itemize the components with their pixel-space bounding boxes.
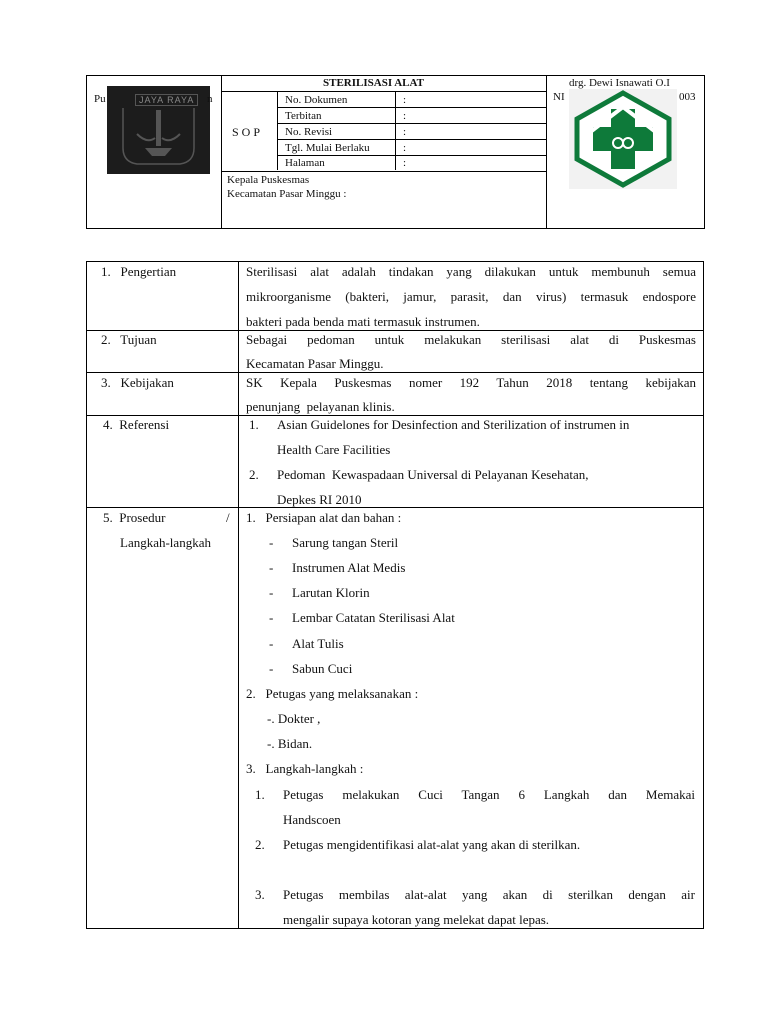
left-top-text-tail: n bbox=[207, 93, 213, 105]
bullet-dash: - bbox=[269, 560, 274, 575]
step-line: Petugas mengidentifikasi alat-alat yang akan di sterilkan. bbox=[283, 837, 581, 852]
section-label-kebijakan: 3. Kebijakan bbox=[101, 375, 174, 390]
kebijakan-line: penunjang pelayanan klinis. bbox=[246, 399, 395, 414]
sop-body-table bbox=[86, 261, 704, 929]
material-item: Sabun Cuci bbox=[292, 661, 353, 676]
step-title: 3. Langkah-langkah : bbox=[246, 761, 364, 776]
bullet-dash: - bbox=[269, 661, 274, 676]
meta-value: : bbox=[403, 110, 407, 122]
officer-item: -. Bidan. bbox=[267, 736, 313, 751]
jaya-raya-logo bbox=[107, 86, 210, 174]
step-number: 3. bbox=[255, 887, 265, 902]
divider bbox=[221, 171, 546, 172]
material-item: Alat Tulis bbox=[292, 636, 344, 651]
meta-value: : bbox=[403, 142, 407, 154]
step-number: 1. bbox=[255, 787, 265, 802]
divider bbox=[221, 91, 546, 92]
officer-item: -. Dokter , bbox=[267, 711, 321, 726]
divider bbox=[395, 91, 396, 170]
bullet-dash: - bbox=[269, 585, 274, 600]
meta-label: No. Revisi bbox=[285, 126, 333, 138]
referensi-number: 1. bbox=[249, 417, 259, 432]
head-name: drg. Dewi Isnawati O.I bbox=[569, 77, 670, 89]
puskesmas-logo bbox=[569, 89, 677, 189]
step-line: mengalir supaya kotoran yang melekat dapat lepas. bbox=[283, 912, 550, 927]
material-item: Sarung tangan Steril bbox=[292, 535, 399, 550]
tujuan-line: Sebagai pedoman untuk melakukan sterilisasi alat di Puskesmas bbox=[246, 332, 696, 347]
logo-text: JAYA RAYA bbox=[135, 94, 198, 106]
meta-label: Terbitan bbox=[285, 110, 322, 122]
divider bbox=[546, 76, 547, 228]
material-item: Lembar Catatan Sterilisasi Alat bbox=[292, 610, 455, 625]
left-top-text: Pu bbox=[94, 93, 106, 105]
step-title: 1. Persiapan alat dan bahan : bbox=[246, 510, 402, 525]
section-label-langkah: Langkah-langkah bbox=[120, 535, 211, 550]
document-title: STERILISASI ALAT bbox=[323, 77, 424, 89]
kebijakan-line: SK Kepala Puskesmas nomer 192 Tahun 2018 tentang kebijakan bbox=[246, 375, 696, 390]
bullet-dash: - bbox=[269, 610, 274, 625]
referensi-line: Depkes RI 2010 bbox=[277, 492, 362, 507]
section-label-tujuan: 2. Tujuan bbox=[101, 332, 157, 347]
section-label-pengertian: 1. Pengertian bbox=[101, 264, 177, 279]
divider bbox=[221, 76, 222, 228]
meta-value: : bbox=[403, 94, 407, 106]
referensi-line: Pedoman Kewaspadaan Universal di Pelayanan Kesehatan, bbox=[277, 467, 589, 482]
divider bbox=[238, 262, 239, 928]
sop-label: S O P bbox=[232, 125, 261, 139]
sop-header bbox=[86, 75, 705, 229]
signature-line-2: Kecamatan Pasar Minggu : bbox=[227, 188, 347, 200]
material-item: Instrumen Alat Medis bbox=[292, 560, 406, 575]
divider bbox=[277, 123, 546, 124]
referensi-number: 2. bbox=[249, 467, 259, 482]
signature-line-1: Kepala Puskesmas bbox=[227, 174, 310, 186]
meta-label: Tgl. Mulai Berlaku bbox=[285, 142, 370, 154]
meta-label: No. Dokumen bbox=[285, 94, 348, 106]
step-line: Petugas melakukan Cuci Tangan 6 Langkah dan Memakai bbox=[283, 787, 695, 802]
section-label-prosedur: 5. Prosedur bbox=[103, 510, 166, 525]
nip-prefix: NI bbox=[553, 91, 565, 103]
pengertian-line: bakteri pada benda mati termasuk instrumen. bbox=[246, 314, 480, 329]
divider bbox=[277, 155, 546, 156]
pengertian-line: mikroorganisme (bakteri, jamur, parasit, dan virus) termasuk endospore bbox=[246, 289, 696, 304]
referensi-line: Asian Guidelones for Desinfection and Sterilization of instrumen in bbox=[277, 417, 630, 432]
meta-value: : bbox=[403, 157, 407, 169]
referensi-line: Health Care Facilities bbox=[277, 442, 391, 457]
nip-suffix: 003 bbox=[679, 91, 696, 103]
bullet-dash: - bbox=[269, 636, 274, 651]
monas-emblem-icon bbox=[107, 86, 210, 174]
meta-value: : bbox=[403, 126, 407, 138]
step-line: Petugas membilas alat-alat yang akan di sterilkan dengan air bbox=[283, 887, 695, 902]
divider bbox=[277, 91, 278, 170]
section-label-slash: / bbox=[226, 510, 230, 525]
pengertian-line: Sterilisasi alat adalah tindakan yang dilakukan untuk membunuh semua bbox=[246, 264, 696, 279]
material-item: Larutan Klorin bbox=[292, 585, 370, 600]
bullet-dash: - bbox=[269, 535, 274, 550]
step-number: 2. bbox=[255, 837, 265, 852]
divider bbox=[87, 507, 703, 508]
step-title: 2. Petugas yang melaksanakan : bbox=[246, 686, 419, 701]
divider bbox=[277, 107, 546, 108]
section-label-referensi: 4. Referensi bbox=[103, 417, 170, 432]
step-line: Handscoen bbox=[283, 812, 341, 827]
divider bbox=[277, 139, 546, 140]
meta-label: Halaman bbox=[285, 157, 325, 169]
tujuan-line: Kecamatan Pasar Minggu. bbox=[246, 356, 384, 371]
puskesmas-cross-icon bbox=[569, 89, 677, 189]
